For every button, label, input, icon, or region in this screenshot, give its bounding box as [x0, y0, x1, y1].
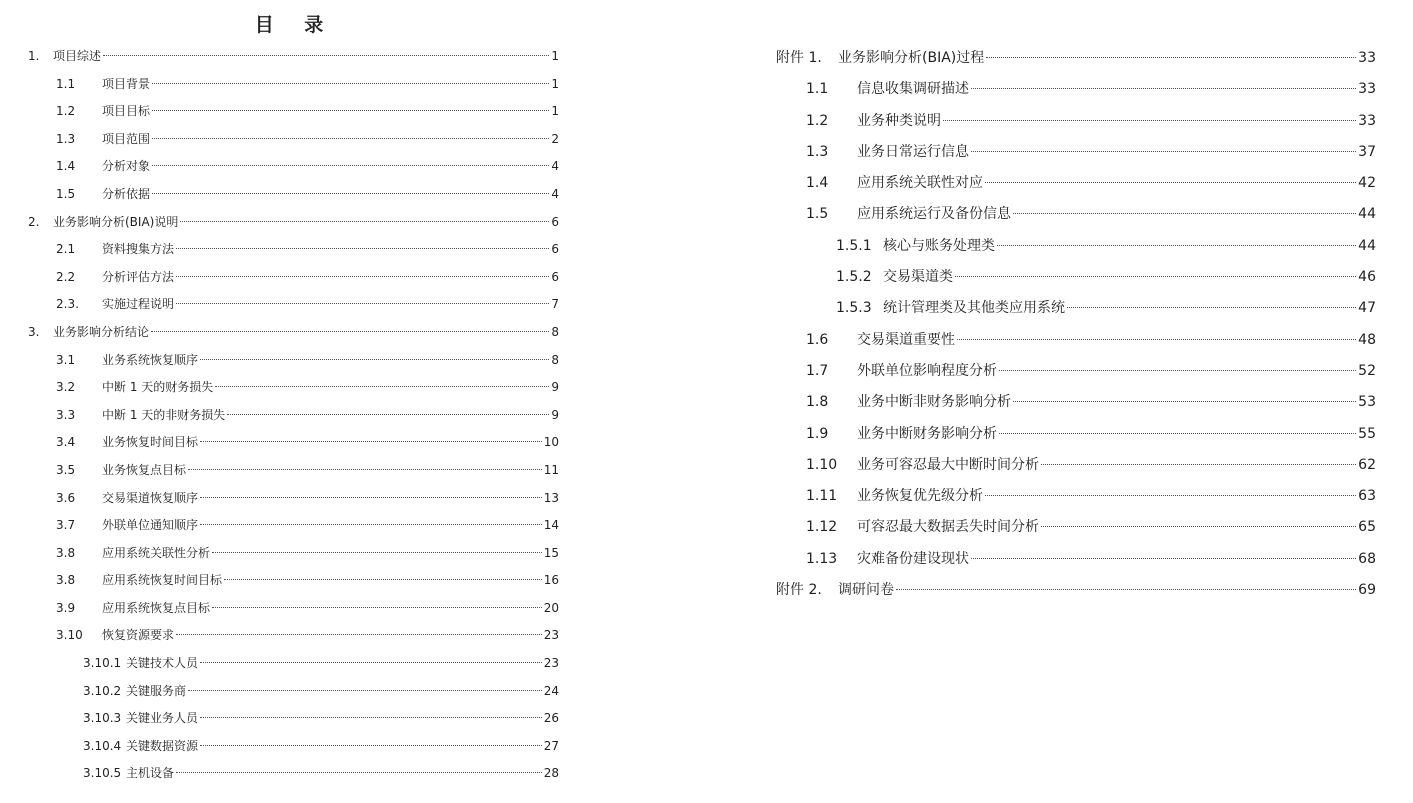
toc-entry-title: 应用系统恢复点目标 [102, 600, 211, 615]
toc-entry-number: 1.12 [806, 519, 838, 536]
toc-entry[interactable] [776, 137, 1376, 168]
toc-entry-title: 项目背景 [102, 76, 151, 91]
toc-entry-number: 3.5 [56, 462, 76, 477]
dot-leader [152, 138, 549, 139]
toc-entry[interactable] [28, 126, 559, 154]
toc-entry[interactable] [28, 98, 559, 126]
toc-entry[interactable] [28, 209, 559, 237]
toc-entry-title: 业务中断非财务影响分析 [857, 394, 1011, 411]
toc-entry[interactable] [776, 293, 1376, 324]
toc-entry-number: 1.11 [806, 488, 838, 505]
toc-entry-page: 1 [551, 76, 559, 91]
toc-entry[interactable] [776, 512, 1376, 543]
toc-entry[interactable] [776, 544, 1376, 575]
toc-entry-page: 46 [1358, 269, 1376, 286]
toc-entry-title: 关键数据资源 [126, 738, 199, 753]
toc-entry-title: 外联单位影响程度分析 [857, 362, 997, 379]
toc-entry-number: 1.6 [806, 331, 829, 348]
toc-entry-page: 9 [551, 407, 559, 422]
toc-entry-page: 48 [1358, 331, 1376, 348]
toc-entry-title: 业务影响分析(BIA)说明 [53, 214, 179, 229]
dot-leader [176, 276, 549, 277]
toc-entry-title: 应用系统关联性对应 [857, 175, 983, 192]
toc-entry-number: 3.2 [56, 380, 76, 395]
toc-entry-number: 3.10 [56, 628, 83, 643]
dot-leader [971, 88, 1356, 89]
toc-left-column [28, 43, 559, 788]
dot-leader [200, 497, 542, 498]
toc-entry-title: 应用系统关联性分析 [102, 545, 211, 560]
toc-entry-page: 42 [1358, 175, 1376, 192]
dot-leader [151, 331, 549, 332]
toc-entry-number: 2. [28, 214, 40, 229]
toc-entry[interactable] [28, 43, 559, 71]
toc-entry[interactable] [28, 705, 559, 733]
toc-entry-number: 1.3 [56, 131, 76, 146]
toc-entry-title: 业务系统恢复顺序 [102, 352, 199, 367]
toc-entry-page: 37 [1358, 143, 1376, 160]
toc-entry-number: 1. [28, 49, 40, 63]
dot-leader [176, 772, 542, 773]
toc-entry-number: 3.8 [56, 573, 76, 588]
toc-entry-number: 2.3. [56, 297, 79, 312]
toc-entry-page: 1 [551, 49, 559, 63]
dot-leader [227, 414, 549, 415]
dot-leader [188, 469, 542, 470]
toc-entry-number: 3.10.2 [83, 683, 122, 698]
toc-entry-number: 1.5.1 [836, 237, 872, 254]
toc-entry-title: 业务恢复时间目标 [102, 435, 199, 450]
toc-entry-page: 16 [543, 573, 559, 588]
toc-entry[interactable] [28, 264, 559, 292]
toc-entry-page: 10 [543, 435, 559, 450]
toc-entry[interactable] [28, 512, 559, 540]
toc-entry-title: 交易渠道重要性 [857, 331, 955, 348]
toc-entry-title: 信息收集调研描述 [857, 81, 969, 98]
toc-entry[interactable] [776, 387, 1376, 418]
toc-entry-number: 1.4 [806, 175, 829, 192]
dot-leader [985, 495, 1356, 496]
toc-entry-page: 15 [543, 545, 559, 560]
toc-entry-page: 33 [1358, 112, 1376, 129]
toc-entry-number: 3.4 [56, 435, 76, 450]
toc-entry-page: 2 [551, 131, 559, 146]
toc-entry-number: 附件 1. [776, 50, 822, 66]
toc-entry[interactable] [776, 43, 1376, 74]
dot-leader [215, 386, 549, 387]
toc-entry-number: 3.10.3 [83, 711, 122, 726]
dot-leader [957, 339, 1356, 340]
toc-entry-page: 4 [551, 159, 559, 174]
toc-entry-page: 55 [1358, 425, 1376, 442]
dot-leader [1067, 307, 1356, 308]
toc-entry-page: 8 [551, 352, 559, 367]
dot-leader [200, 359, 549, 360]
toc-entry-page: 53 [1358, 394, 1376, 411]
toc-entry-page: 69 [1358, 582, 1376, 599]
toc-entry-number: 1.13 [806, 550, 838, 567]
dot-leader [103, 55, 549, 56]
dot-leader [212, 552, 542, 553]
toc-entry-number: 2.2 [56, 269, 76, 284]
toc-entry-number: 2.1 [56, 242, 76, 257]
dot-leader [152, 83, 549, 84]
toc-entry[interactable] [776, 262, 1376, 293]
toc-entry-title: 业务影响分析(BIA)过程 [838, 50, 985, 66]
toc-entry-number: 1.1 [806, 81, 829, 98]
toc-entry-number: 3.10.4 [83, 738, 122, 753]
toc-entry-page: 20 [543, 600, 559, 615]
toc-entry-number: 1.3 [806, 143, 829, 160]
toc-entry-page: 65 [1358, 519, 1376, 536]
toc-entry-title: 分析对象 [102, 159, 151, 174]
toc-entry[interactable] [28, 402, 559, 430]
toc-entry[interactable] [28, 347, 559, 375]
dot-leader [985, 182, 1356, 183]
toc-entry-title: 应用系统运行及备份信息 [857, 206, 1011, 223]
toc-entry[interactable] [28, 760, 559, 788]
toc-entry-title: 关键技术人员 [126, 656, 199, 671]
toc-entry-title: 业务种类说明 [857, 112, 941, 129]
toc-entry-title: 业务中断财务影响分析 [857, 425, 997, 442]
toc-entry-title: 交易渠道恢复顺序 [102, 490, 199, 505]
toc-entry-page: 6 [551, 269, 559, 284]
toc-entry[interactable] [776, 325, 1376, 356]
dot-leader [176, 634, 542, 635]
dot-leader [188, 690, 542, 691]
toc-entry-page: 13 [543, 490, 559, 505]
dot-leader [224, 579, 542, 580]
toc-entry[interactable] [776, 168, 1376, 199]
toc-entry[interactable] [776, 199, 1376, 230]
toc-entry[interactable] [776, 231, 1376, 262]
dot-leader [200, 662, 542, 663]
toc-entry-title: 关键业务人员 [126, 711, 199, 726]
toc-entry-page: 62 [1358, 456, 1376, 473]
toc-entry-title: 实施过程说明 [102, 297, 175, 312]
toc-entry-title: 调研问卷 [838, 582, 894, 599]
toc-entry-page: 68 [1358, 550, 1376, 567]
toc-entry-page: 14 [543, 518, 559, 533]
dot-leader [971, 151, 1356, 152]
toc-entry[interactable] [776, 575, 1376, 606]
toc-right-column [776, 43, 1376, 606]
toc-entry-number: 1.7 [806, 362, 829, 379]
dot-leader [997, 245, 1356, 246]
toc-entry-page: 8 [551, 324, 559, 339]
toc-entry-number: 3.8 [56, 545, 76, 560]
dot-leader [1041, 526, 1356, 527]
dot-leader [986, 57, 1356, 58]
toc-entry-title: 灾难备份建设现状 [857, 550, 969, 567]
toc-entry-number: 3.1 [56, 352, 76, 367]
dot-leader [200, 745, 542, 746]
toc-entry[interactable] [28, 429, 559, 457]
toc-entry-page: 63 [1358, 488, 1376, 505]
toc-entry-number: 3.6 [56, 490, 76, 505]
toc-entry-title: 资料搜集方法 [102, 242, 175, 257]
toc-entry-page: 7 [551, 297, 559, 312]
dot-leader [200, 717, 542, 718]
toc-entry[interactable] [28, 291, 559, 319]
toc-entry[interactable] [28, 595, 559, 623]
toc-entry[interactable] [28, 567, 559, 595]
dot-leader [999, 433, 1356, 434]
toc-entry-number: 3.10.1 [83, 656, 122, 671]
page-title: 目 录 [254, 14, 336, 36]
toc-entry[interactable] [776, 356, 1376, 387]
toc-entry-title: 核心与账务处理类 [883, 237, 995, 254]
toc-entry[interactable] [28, 71, 559, 99]
toc-entry[interactable] [776, 481, 1376, 512]
toc-entry-page: 52 [1358, 362, 1376, 379]
toc-entry-page: 23 [543, 628, 559, 643]
dot-leader [176, 303, 549, 304]
toc-entry[interactable] [776, 106, 1376, 137]
toc-entry-title: 项目综述 [53, 49, 102, 63]
toc-entry-number: 1.10 [806, 456, 838, 473]
toc-entry[interactable] [28, 319, 559, 347]
toc-entry[interactable] [28, 540, 559, 568]
dot-leader [955, 276, 1356, 277]
toc-entry-number: 1.2 [806, 112, 829, 129]
dot-leader [152, 110, 549, 111]
toc-entry-page: 6 [551, 214, 559, 229]
toc-entry-page: 33 [1358, 50, 1376, 66]
toc-entry-title: 统计管理类及其他类应用系统 [883, 300, 1065, 317]
dot-leader [943, 120, 1356, 121]
toc-entry-number: 1.5.2 [836, 269, 872, 286]
toc-entry-title: 中断 1 天的非财务损失 [102, 407, 226, 422]
toc-entry-number: 1.2 [56, 104, 76, 119]
toc-entry-title: 关键服务商 [126, 683, 187, 698]
dot-leader [180, 221, 549, 222]
toc-entry-page: 11 [543, 462, 559, 477]
toc-entry-title: 项目目标 [102, 104, 151, 119]
dot-leader [152, 165, 549, 166]
toc-entry[interactable] [776, 74, 1376, 105]
toc-entry-title: 外联单位通知顺序 [102, 518, 199, 533]
toc-entry[interactable] [28, 733, 559, 761]
toc-entry-number: 3.10.5 [83, 766, 122, 781]
toc-entry[interactable] [28, 622, 559, 650]
toc-entry-title: 可容忍最大数据丢失时间分析 [857, 519, 1039, 536]
toc-entry[interactable] [28, 153, 559, 181]
toc-entry-title: 应用系统恢复时间目标 [102, 573, 223, 588]
toc-entry[interactable] [776, 419, 1376, 450]
toc-entry[interactable] [28, 374, 559, 402]
toc-entry-number: 1.4 [56, 159, 76, 174]
toc-entry-number: 1.9 [806, 425, 829, 442]
toc-entry-number: 附件 2. [776, 582, 822, 599]
toc-entry[interactable] [28, 678, 559, 706]
dot-leader [176, 248, 549, 249]
toc-entry-title: 主机设备 [126, 766, 175, 781]
dot-leader [1013, 401, 1356, 402]
toc-entry[interactable] [28, 236, 559, 264]
dot-leader [200, 524, 542, 525]
toc-entry-number: 1.5 [806, 206, 829, 223]
toc-entry-title: 项目范围 [102, 131, 151, 146]
toc-entry-page: 27 [543, 738, 559, 753]
toc-entry-page: 23 [543, 656, 559, 671]
toc-entry-number: 1.5 [56, 186, 76, 201]
dot-leader [971, 558, 1356, 559]
dot-leader [896, 589, 1356, 590]
toc-entry[interactable] [776, 450, 1376, 481]
toc-entry-number: 1.8 [806, 394, 829, 411]
toc-entry-page: 1 [551, 104, 559, 119]
dot-leader [1013, 213, 1356, 214]
toc-entry-title: 业务恢复优先级分析 [857, 488, 983, 505]
toc-entry-number: 3.3 [56, 407, 76, 422]
toc-entry[interactable] [28, 485, 559, 513]
toc-entry-page: 26 [543, 711, 559, 726]
toc-entry-page: 6 [551, 242, 559, 257]
toc-entry-page: 44 [1358, 206, 1376, 223]
toc-entry-number: 1.5.3 [836, 300, 872, 317]
toc-entry-title: 业务恢复点目标 [102, 462, 187, 477]
dot-leader [999, 370, 1356, 371]
dot-leader [212, 607, 542, 608]
toc-entry-title: 分析评估方法 [102, 269, 175, 284]
toc-entry-number: 1.1 [56, 76, 76, 91]
toc-entry-title: 交易渠道类 [883, 269, 953, 286]
toc-entry-page: 44 [1358, 237, 1376, 254]
toc-entry-title: 中断 1 天的财务损失 [102, 380, 214, 395]
toc-entry-page: 24 [543, 683, 559, 698]
toc-entry-title: 分析依据 [102, 186, 151, 201]
toc-entry-title: 业务日常运行信息 [857, 143, 969, 160]
dot-leader [1041, 464, 1356, 465]
toc-entry-page: 28 [543, 766, 559, 781]
toc-entry[interactable] [28, 650, 559, 678]
toc-entry-title: 业务可容忍最大中断时间分析 [857, 456, 1039, 473]
toc-entry-page: 47 [1358, 300, 1376, 317]
toc-entry-number: 3.7 [56, 518, 76, 533]
toc-entry[interactable] [28, 181, 559, 209]
toc-entry-number: 3. [28, 324, 40, 339]
toc-entry-number: 3.9 [56, 600, 76, 615]
dot-leader [200, 441, 542, 442]
toc-entry-title: 业务影响分析结论 [53, 324, 150, 339]
toc-entry-page: 33 [1358, 81, 1376, 98]
toc-entry[interactable] [28, 457, 559, 485]
toc-entry-page: 9 [551, 380, 559, 395]
toc-entry-page: 4 [551, 186, 559, 201]
toc-entry-title: 恢复资源要求 [102, 628, 175, 643]
dot-leader [152, 193, 549, 194]
